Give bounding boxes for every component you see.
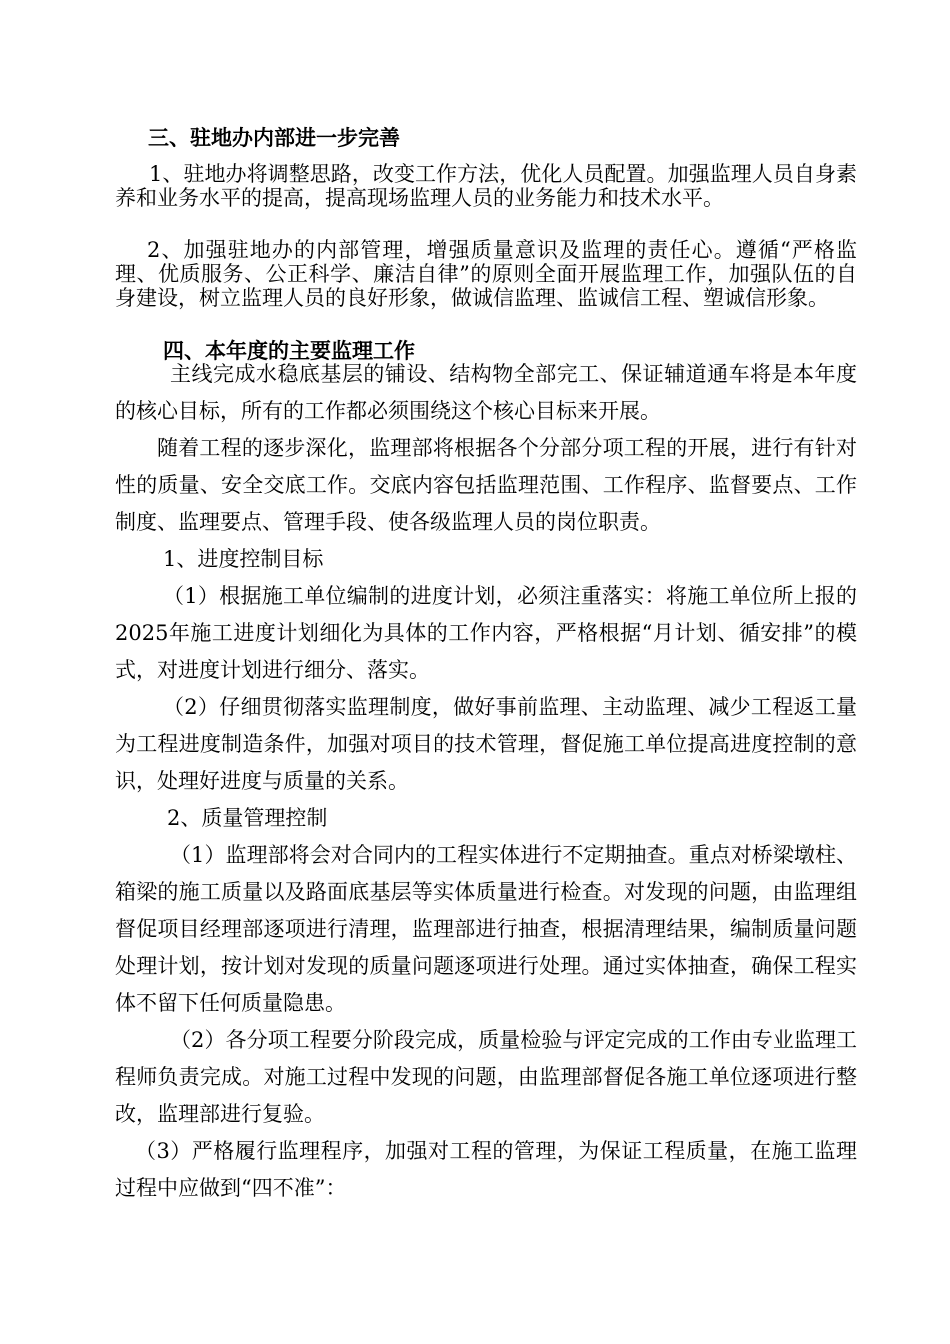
quality-control-item-2: （2）各分项工程要分阶段完成，质量检验与评定完成的工作由专业监理工程师负责完成。对施工过程中发现的问题，由监理部督促各施工单位逐项进行整改，监理部进行复验。 xyxy=(115,1028,857,1126)
quality-control-item-1: （1）监理部将会对合同内的工程实体进行不定期抽查。重点对桥梁墩柱、箱梁的施工质量以及路面底基层等实体质量进行检查。对发现的问题，由监理组督促项目经理部逐项进行清理，监理部进行抽查，根据清理结果，编制质量问题处理计划，按计划对发现的质量问题逐项进行处理。通过实体抽查，确保工程实体不留下任何质量隐患。 xyxy=(115,843,857,1015)
progress-control-title: 1、进度控制目标 xyxy=(163,547,324,571)
progress-control-item-1: （1）根据施工单位编制的进度计划，必须注重落实：将施工单位所上报的2025年施工进度计划细化为具体的工作内容，严格根据“月计划、循安排”的模式，对进度计划进行细分、落实。 xyxy=(115,584,857,682)
quality-control-title: 2、质量管理控制 xyxy=(167,806,328,830)
section-4-heading: 四、本年度的主要监理工作 xyxy=(163,339,415,363)
section-3-paragraph-2: 2、加强驻地办的内部管理，增强质量意识及监理的责任心。遵循“严格监理、优质服务、公正科学、廉洁自律”的原则全面开展监理工作，加强队伍的自身建设，树立监理人员的良好形象，做诚信监理、监诚信工程、塑诚信形象。 xyxy=(115,238,857,310)
section-3-heading: 三、驻地办内部进一步完善 xyxy=(148,126,400,150)
progress-control-item-2: （2）仔细贯彻落实监理制度，做好事前监理、主动监理、减少工程返工量为工程进度制造条件，加强对项目的技术管理，督促施工单位提高进度控制的意识，处理好进度与质量的关系。 xyxy=(115,695,857,793)
quality-control-item-3: （3）严格履行监理程序，加强对工程的管理，为保证工程质量，在施工监理过程中应做到“四不准”： xyxy=(115,1139,857,1200)
section-4-intro-paragraph-2: 随着工程的逐步深化，监理部将根据各个分部分项工程的开展，进行有针对性的质量、安全交底工作。交底内容包括监理范围、工作程序、监督要点、工作制度、监理要点、管理手段、使各级监理人员的岗位职责。 xyxy=(115,436,857,534)
section-4-intro-paragraph-1: 主线完成水稳底基层的铺设、结构物全部完工、保证辅道通车将是本年度的核心目标，所有的工作都必须围绕这个核心目标来开展。 xyxy=(115,362,857,423)
section-3-paragraph-1: 1、驻地办将调整思路，改变工作方法，优化人员配置。加强监理人员自身素养和业务水平的提高，提高现场监理人员的业务能力和技术水平。 xyxy=(115,162,857,210)
